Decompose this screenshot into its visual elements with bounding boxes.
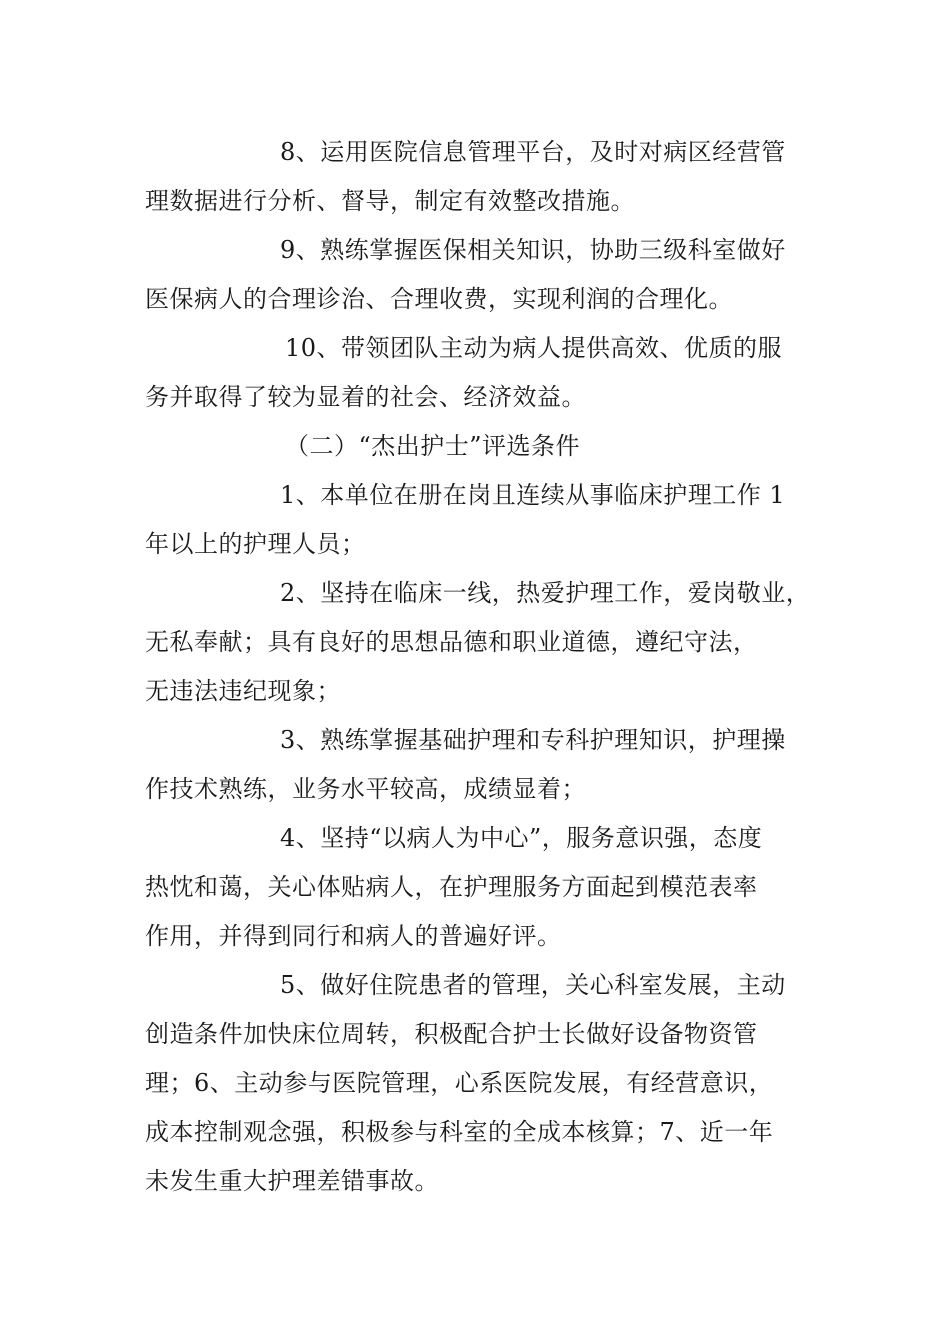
text-line: 1、本单位在册在岗且连续从事临床护理工作 1 [280,481,786,509]
paragraph-item-10 [145,324,807,422]
text-line: 9、熟练掌握医保相关知识，协助三级科室做好 [280,236,786,264]
text-line: 未发生重大护理差错事故。 [145,1167,439,1195]
section-heading [145,422,807,471]
paragraph-item-8 [145,128,807,226]
text-line: 2、坚持在临床一线，热爱护理工作，爱岗敬业， [280,579,811,607]
text-line: 无违法违纪现象； [145,677,341,705]
criteria-item-4 [145,814,807,961]
text-line: 8、运用医院信息管理平台，及时对病区经营管 [280,138,786,166]
text-line: 理数据进行分析、督导，制定有效整改措施。 [145,187,635,215]
criteria-item-5 [145,961,807,1206]
text-line: 热忱和蔼，关心体贴病人，在护理服务方面起到模范表率 [145,873,758,901]
text-line: 4、坚持“以病人为中心”，服务意识强，态度 [280,824,763,852]
text-line: 理；6、主动参与医院管理，心系医院发展，有经营意识， [145,1069,774,1097]
paragraph-item-9 [145,226,807,324]
criteria-item-2 [145,569,811,716]
text-line: 10、带领团队主动为病人提供高效、优质的服 [285,334,783,362]
text-line: 年以上的护理人员； [145,530,366,558]
text-line: 无私奉献；具有良好的思想品德和职业道德，遵纪守法， [145,628,758,656]
text-line: 作用，并得到同行和病人的普遍好评。 [145,922,562,950]
text-line: 务并取得了较为显着的社会、经济效益。 [145,383,586,411]
criteria-item-1 [145,471,807,569]
heading-text: （二）“杰出护士”评选条件 [285,432,581,460]
text-line: 医保病人的合理诊治、合理收费，实现利润的合理化。 [145,285,733,313]
text-line: 成本控制观念强，积极参与科室的全成本核算；7、近一年 [145,1118,774,1146]
text-line: 创造条件加快床位周转，积极配合护士长做好设备物资管 [145,1020,758,1048]
text-line: 作技术熟练，业务水平较高，成绩显着； [145,775,586,803]
text-line: 5、做好住院患者的管理，关心科室发展，主动 [280,971,786,999]
text-line: 3、熟练掌握基础护理和专科护理知识，护理操 [280,726,786,754]
criteria-item-3 [145,716,807,814]
